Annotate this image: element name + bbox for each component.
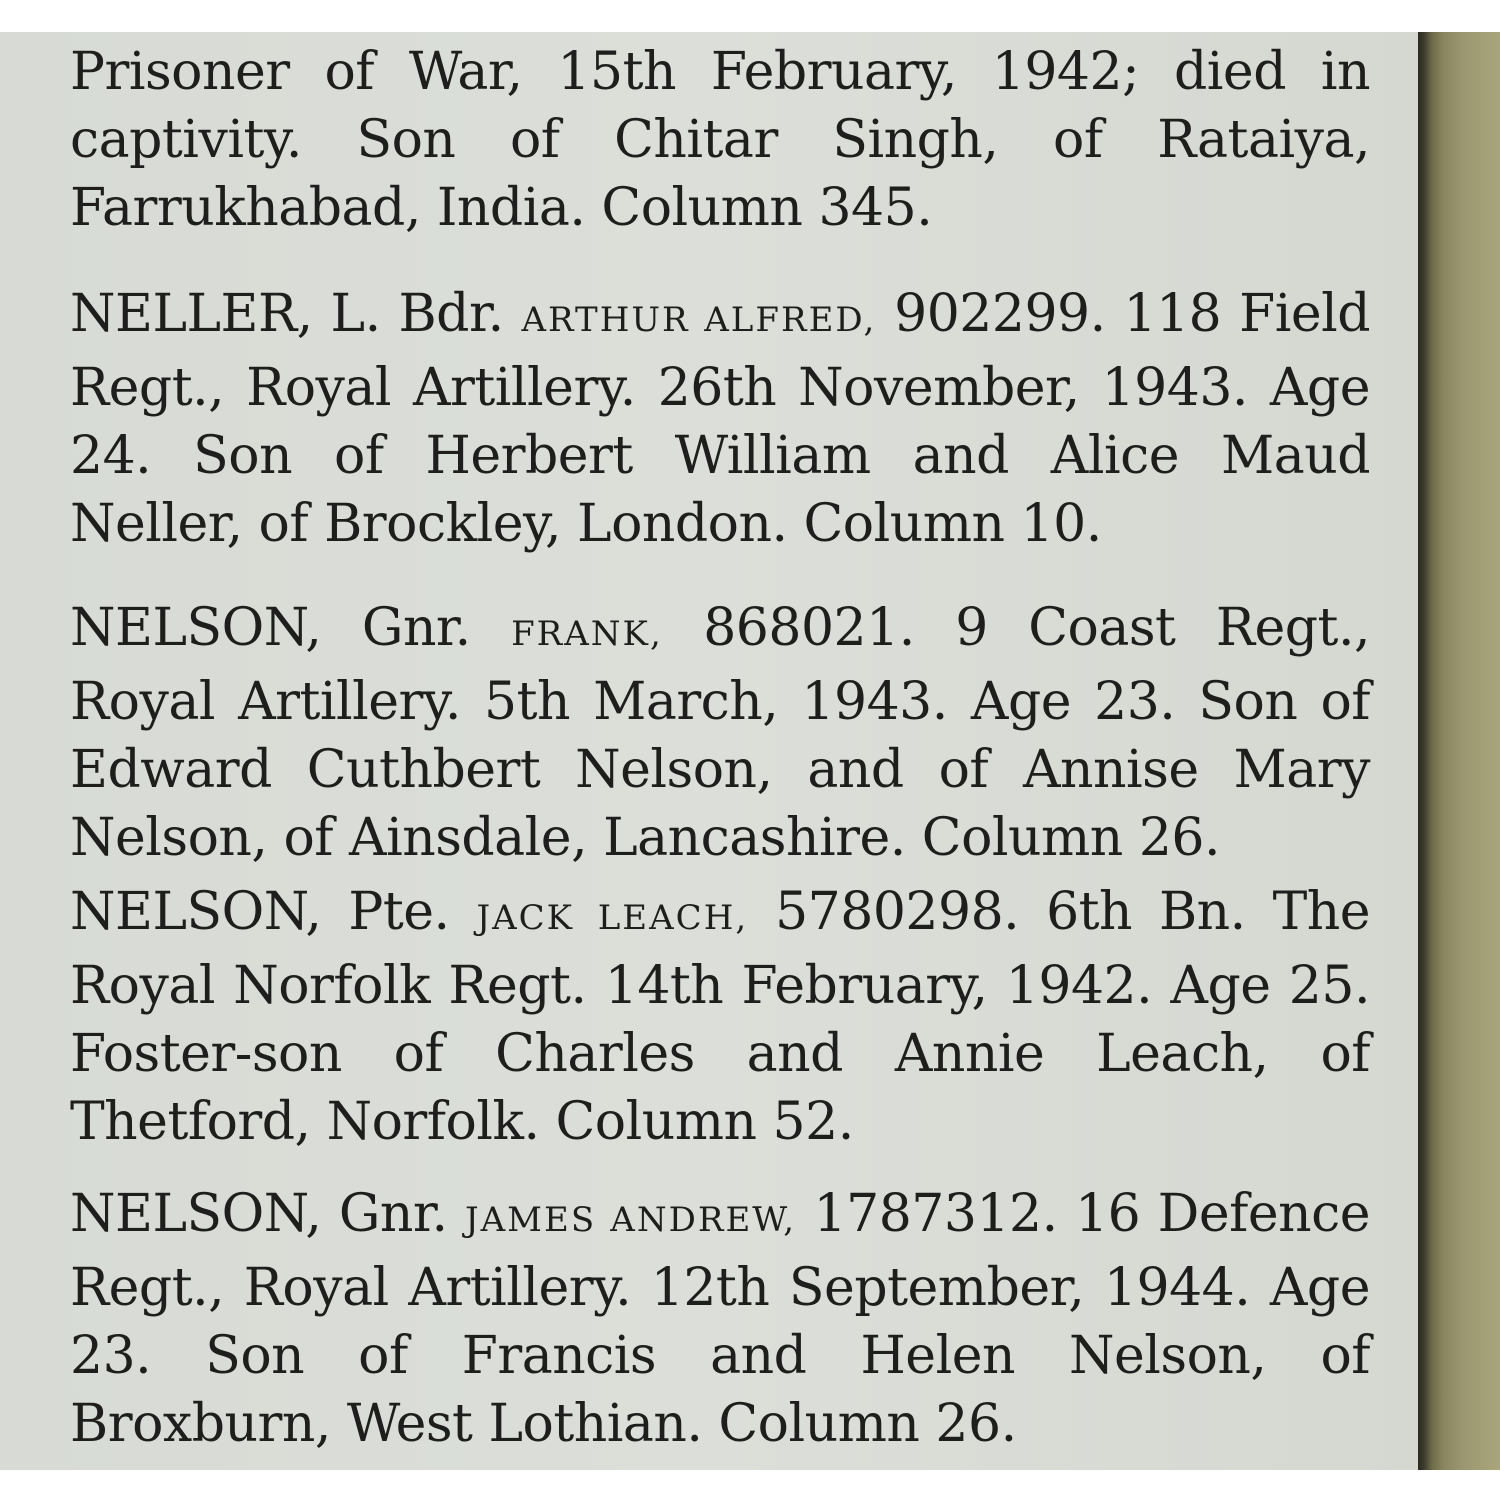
entry-rank: Pte. xyxy=(348,882,450,942)
entry-surname: NELLER, xyxy=(70,284,313,344)
entry-details: 868021. 9 Coast Regt., Royal Artillery. 5th March, 1943. Age 23. Son of Edward Cuthbert Nelson, and of Annise Mary Nelson, of Ainsdale, Lancashire. Column 26. xyxy=(70,598,1371,868)
entry-details: 902299. 118 Field Regt., Royal Artillery. 26th November, 1943. Age 24. Son of Herbert William and Alice Maud Neller, of Brockley, London. Column 10. xyxy=(70,284,1371,554)
entry-rank: L. Bdr. xyxy=(330,284,504,344)
entry-forenames: ARTHUR ALFRED, xyxy=(521,300,877,340)
entry-rank: Gnr. xyxy=(361,598,471,658)
entry-surname: NELSON, xyxy=(70,882,322,942)
entry-forenames: JAMES ANDREW, xyxy=(465,1200,797,1240)
entry-forenames: FRANK, xyxy=(511,614,663,654)
entry-details: 5780298. 6th Bn. The Royal Norfolk Regt. 14th February, 1942. Age 25. Foster-son of Charles and Annie Leach, of Thetford, Norfolk. Column 52. xyxy=(70,882,1371,1152)
book-page-edge xyxy=(1418,32,1500,1470)
entry-nelson-jack-leach xyxy=(70,878,1370,1156)
entry-rank: Gnr. xyxy=(338,1184,448,1244)
entry-surname: NELSON, xyxy=(70,598,322,658)
entry-details: 1787312. 16 Defence Regt., Royal Artillery. 12th September, 1944. Age 23. Son of Francis and Helen Nelson, of Broxburn, West Lothian. Column 26. xyxy=(70,1184,1371,1454)
entry-neller-arthur-alfred xyxy=(70,280,1370,558)
register-page xyxy=(0,32,1418,1470)
page-photo xyxy=(0,32,1500,1470)
entry-nelson-james-andrew xyxy=(70,1180,1370,1458)
entry-text: Prisoner of War, 15th February, 1942; died in captivity. Son of Chitar Singh, of Rataiya, Farrukhabad, India. Column 345. xyxy=(70,42,1370,238)
entry-nelson-frank xyxy=(70,594,1370,872)
entry-forenames: JACK LEACH, xyxy=(476,898,749,938)
entry-continuation xyxy=(70,38,1370,242)
entry-surname: NELSON, xyxy=(70,1184,322,1244)
